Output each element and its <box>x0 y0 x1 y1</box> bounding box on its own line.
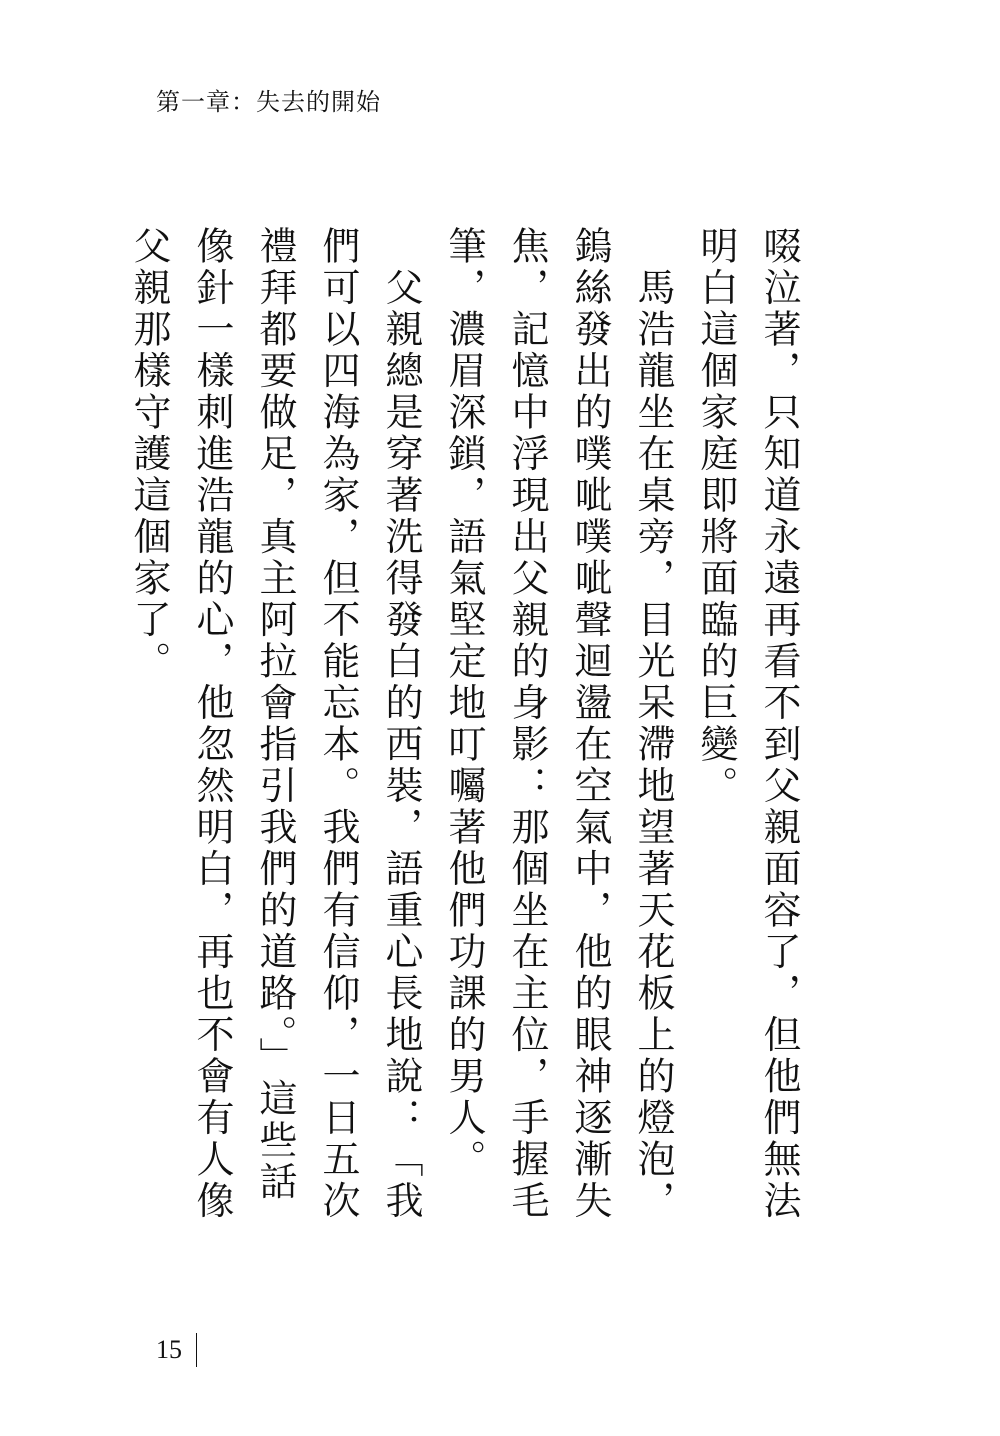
vertical-body-text <box>127 226 810 1226</box>
chapter-title: 第一章：失去的開始 <box>156 88 381 116</box>
page-number: 15 <box>156 1335 182 1364</box>
paragraph: 啜泣著，只知道永遠再看不到父親面容了，但他們無法明白這個家庭即將面臨的巨變。 <box>694 226 801 1222</box>
page-number-divider <box>196 1333 197 1367</box>
page-footer <box>156 1333 197 1367</box>
paragraph: 馬浩龍坐在桌旁，目光呆滯地望著天花板上的燈泡，鎢絲發出的噗呲噗呲聲迴盪在空氣中，他的眼神逐漸失焦，記憶中浮現出父親的身影：那個坐在主位，手握毛筆，濃眉深鎖，語氣堅定地叮囑著他們功課的男人。 <box>442 226 675 1222</box>
paragraph: 父親總是穿著洗得發白的西裝，語重心長地說：「我們可以四海為家，但不能忘本。我們有信仰，一日五次禮拜都要做足，真主阿拉會指引我們的道路。」這些話像針一樣刺進浩龍的心，他忽然明白，再也不會有人像父親那樣守護這個家了。 <box>127 226 423 1222</box>
